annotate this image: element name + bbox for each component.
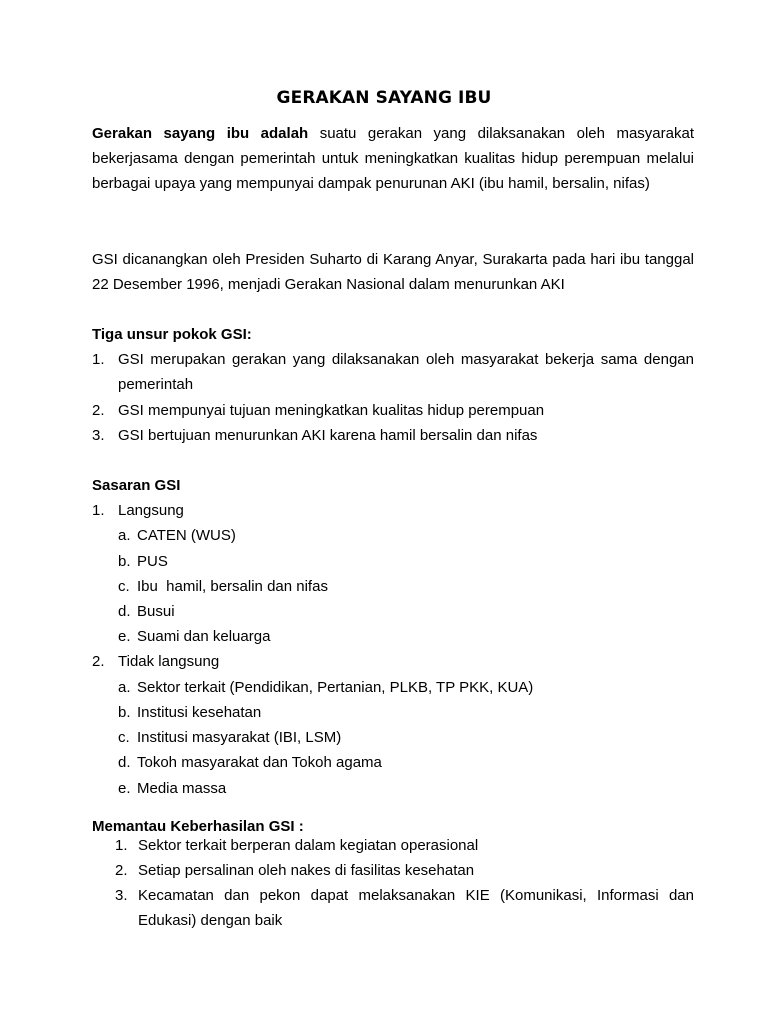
list-text: Sektor terkait (Pendidikan, Pertanian, PLKB, TP PKK, KUA) (137, 679, 534, 696)
list-text: GSI mempunyai tujuan meningkatkan kualitas hidup perempuan (118, 402, 545, 419)
list-text: Suami dan keluarga (137, 628, 271, 645)
sasaran-sub-item (118, 750, 382, 775)
list-text: Institusi kesehatan (137, 704, 262, 721)
list-text: Tidak langsung (118, 653, 220, 670)
sasaran-sub-item (118, 523, 236, 548)
sasaran-group-langsung (92, 498, 694, 523)
list-number: 1. (92, 351, 105, 368)
document-title: GERAKAN SAYANG IBU (276, 88, 492, 108)
list-number: 2. (92, 402, 105, 419)
unsur-item-3 (92, 423, 694, 448)
list-text: Tokoh masyarakat dan Tokoh agama (137, 754, 382, 771)
list-number: 1. (115, 837, 128, 854)
list-text: GSI bertujuan menurunkan AKI karena hamil bersalin dan nifas (118, 427, 538, 444)
history-paragraph: GSI dicanangkan oleh Presiden Suharto di Karang Anyar, Surakarta pada hari ibu tanggal 22 Desember 1996, menjadi Gerakan Nasional dalam menurunkan AKI (92, 251, 694, 293)
sasaran-sub-item (118, 574, 328, 599)
memantau-item-1 (115, 833, 694, 858)
unsur-heading: Tiga unsur pokok GSI: (92, 326, 252, 343)
list-text: Busui (137, 603, 175, 620)
list-number: 3. (92, 427, 105, 444)
list-letter: c. (118, 729, 130, 746)
list-text: PUS (137, 553, 168, 570)
intro-paragraph (92, 121, 694, 196)
sasaran-sub-item (118, 700, 261, 725)
sasaran-group-tidak-langsung (92, 649, 694, 674)
list-text: Institusi masyarakat (IBI, LSM) (137, 729, 342, 746)
sasaran-heading: Sasaran GSI (92, 477, 181, 494)
list-letter: d. (118, 603, 131, 620)
list-text: Ibu hamil, bersalin dan nifas (137, 578, 328, 595)
memantau-heading: Memantau Keberhasilan GSI : (92, 818, 304, 835)
sasaran-sub-item (118, 599, 175, 624)
unsur-item-1 (92, 347, 694, 397)
list-number: 2. (92, 653, 105, 670)
intro-text: suatu gerakan yang dilaksanakan oleh masyarakat bekerjasama dengan pemerintah untuk meningkatkan kualitas hidup perempuan melalui berbagai upaya yang mempunyai dampak penurunan AKI (ibu hamil, bersalin, nifas) (92, 125, 694, 192)
list-number: 2. (115, 862, 128, 879)
list-letter: a. (118, 679, 131, 696)
list-number: 1. (92, 502, 105, 519)
list-letter: d. (118, 754, 131, 771)
list-text: Kecamatan dan pekon dapat melaksanakan KIE (Komunikasi, Informasi dan Edukasi) dengan baik (138, 887, 694, 929)
sasaran-sub-item (118, 776, 226, 801)
memantau-item-3 (115, 883, 694, 933)
sasaran-sub-item (118, 624, 270, 649)
unsur-item-2 (92, 398, 694, 423)
list-letter: e. (118, 628, 131, 645)
list-letter: e. (118, 780, 131, 797)
list-letter: b. (118, 704, 131, 721)
list-letter: c. (118, 578, 130, 595)
list-text: GSI merupakan gerakan yang dilaksanakan oleh masyarakat bekerja sama dengan pemerintah (118, 351, 694, 393)
sasaran-sub-item (118, 549, 168, 574)
list-letter: a. (118, 527, 131, 544)
list-text: Media massa (137, 780, 227, 797)
sasaran-sub-item (118, 675, 533, 700)
list-text: CATEN (WUS) (137, 527, 236, 544)
list-text: Langsung (118, 502, 184, 519)
list-text: Setiap persalinan oleh nakes di fasilitas kesehatan (138, 862, 475, 879)
list-text: Sektor terkait berperan dalam kegiatan operasional (138, 837, 479, 854)
list-letter: b. (118, 553, 131, 570)
memantau-item-2 (115, 858, 694, 883)
list-number: 3. (115, 887, 128, 904)
sasaran-sub-item (118, 725, 341, 750)
intro-bold-lead: Gerakan sayang ibu adalah (92, 125, 309, 142)
